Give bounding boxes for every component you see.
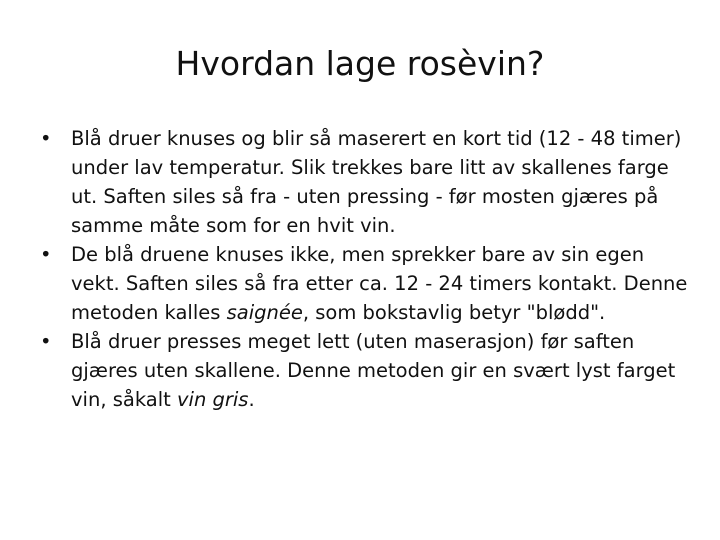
bullet-icon: • bbox=[40, 330, 52, 353]
bullet-item-3 bbox=[40, 327, 690, 414]
bullet-text: Blå druer presses meget lett (uten maserasjon) før saften gjæres uten skallene. Denne metoden gir en svært lyst farget vin, såkalt bbox=[71, 330, 676, 411]
bullet-italic-term: saignée bbox=[226, 301, 303, 324]
bullet-item-2 bbox=[40, 240, 690, 327]
bullet-text-end: . bbox=[248, 388, 255, 411]
bullet-italic-term: vin gris bbox=[176, 388, 249, 411]
bullet-text-end: , som bokstavlig betyr "blødd". bbox=[302, 301, 606, 324]
bullet-icon: • bbox=[40, 243, 52, 266]
bullet-item-1 bbox=[40, 124, 690, 240]
bullet-text: De blå druene knuses ikke, men sprekker bare av sin egen vekt. Saften siles så fra etter ca. 12 - 24 timers kontakt. Denne metoden kalles bbox=[71, 243, 688, 324]
bullet-text: Blå druer knuses og blir så maserert en kort tid (12 - 48 timer) under lav temperatur. Slik trekkes bare litt av skallenes farge ut. Saften siles så fra - uten pressing - før mosten gjæres på samme måte som for en hvit vin. bbox=[71, 127, 682, 237]
bullet-list bbox=[40, 124, 690, 414]
bullet-icon: • bbox=[40, 127, 52, 150]
slide-title: Hvordan lage rosèvin? bbox=[175, 44, 545, 83]
